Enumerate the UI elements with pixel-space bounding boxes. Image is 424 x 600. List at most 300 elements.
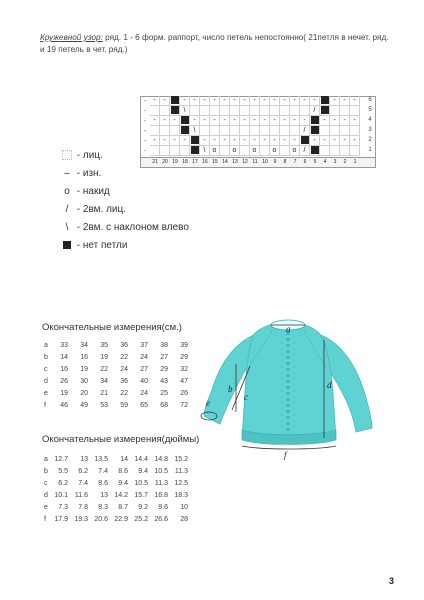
measurement-value: 49: [80, 402, 88, 409]
chart-cell: [350, 106, 360, 116]
chart-cell: /: [310, 106, 320, 116]
measurement-label: e: [44, 390, 48, 397]
measurement-value: 27: [140, 366, 148, 373]
row-marker-left: -: [144, 98, 146, 104]
legend-symbol: \: [65, 222, 69, 233]
measurement-label: e: [44, 504, 48, 511]
measurement-value: 26.6: [154, 516, 168, 523]
chart-cell: -: [220, 96, 230, 106]
measurement-value: 22: [100, 366, 108, 373]
chart-cell: [320, 146, 330, 156]
legend-symbol: [60, 150, 74, 161]
chart-cell: [280, 126, 290, 136]
column-number: 10: [262, 159, 268, 165]
chart-cell: [230, 126, 240, 136]
chart-cell: [240, 106, 250, 116]
chart-cell: [340, 106, 350, 116]
chart-cell: -: [290, 96, 300, 106]
measurement-label: d: [44, 378, 48, 385]
measurement-row: [44, 366, 204, 378]
chart-cell: o: [270, 146, 280, 156]
measurement-value: 72: [180, 402, 188, 409]
sweater-illustration: [196, 312, 386, 462]
measurement-value: 39: [180, 342, 188, 349]
chart-cell: [190, 146, 200, 156]
row-marker-left: -: [144, 108, 146, 114]
chart-cell: [220, 106, 230, 116]
pattern-description: [40, 32, 390, 56]
legend-item: [60, 168, 101, 182]
chart-cell: -: [300, 116, 310, 126]
chart-cell: -: [240, 136, 250, 146]
row-number: 1: [368, 147, 372, 153]
measurement-value: 19: [80, 366, 88, 373]
label-b: b: [228, 384, 233, 394]
column-number: 7: [293, 159, 297, 165]
chart-cell: [170, 106, 180, 116]
chart-cell: [280, 146, 290, 156]
chart-cell: o: [250, 146, 260, 156]
measurement-value: 13.5: [94, 456, 108, 463]
chart-cell: /: [300, 146, 310, 156]
measurement-row: [44, 516, 224, 528]
measurement-value: 20: [80, 390, 88, 397]
measurement-value: 25: [160, 390, 168, 397]
measurement-value: 47: [180, 378, 188, 385]
chart-cell: -: [230, 136, 240, 146]
chart-cell: [160, 126, 170, 136]
no-stitch-symbol: [191, 146, 199, 154]
chart-cell: -: [350, 96, 360, 106]
column-number: 18: [182, 159, 188, 165]
chart-cell: -: [250, 96, 260, 106]
no-stitch-symbol: [181, 116, 189, 124]
measurement-value: 14.2: [114, 492, 128, 499]
chart-cell: -: [260, 116, 270, 126]
measurement-label: f: [44, 402, 46, 409]
row-marker-left: -: [144, 148, 146, 154]
column-number: 1: [353, 159, 357, 165]
column-number: 20: [162, 159, 168, 165]
legend-symbol: [60, 240, 74, 251]
chart-cell: -: [330, 96, 340, 106]
label-f: f: [284, 450, 287, 460]
measurement-row: [44, 354, 204, 366]
measurement-value: 19: [100, 354, 108, 361]
measurement-label: f: [44, 516, 46, 523]
chart-cell: [310, 146, 320, 156]
chart-cell: \: [190, 126, 200, 136]
measurement-value: 10.1: [54, 492, 68, 499]
chart-cell: -: [190, 116, 200, 126]
chart-cell: \: [200, 146, 210, 156]
chart-cell: [150, 146, 160, 156]
column-number: 5: [313, 159, 317, 165]
chart-cell: [220, 146, 230, 156]
chart-cell: [230, 106, 240, 116]
pattern-label: Кружевной узор:: [40, 33, 103, 42]
measurement-row: [44, 480, 224, 492]
measurement-value: 7.4: [78, 480, 88, 487]
measurement-value: 22.9: [114, 516, 128, 523]
measurement-value: 24: [140, 354, 148, 361]
measurement-value: 8.3: [98, 504, 108, 511]
measurement-value: 20.6: [94, 516, 108, 523]
chart-cell: -: [330, 136, 340, 146]
chart-cell: [250, 106, 260, 116]
chart-cell: -: [160, 116, 170, 126]
chart-cell: -: [310, 136, 320, 146]
chart-cell: -: [340, 96, 350, 106]
chart-cell: [250, 126, 260, 136]
chart-cell: [270, 126, 280, 136]
chart-cell: [330, 126, 340, 136]
chart-cell: [180, 116, 190, 126]
chart-cell: -: [230, 116, 240, 126]
chart-cell: -: [260, 136, 270, 146]
row-number: 4: [368, 117, 372, 123]
measurements-in-title: Окончательные измерения(дюймы): [42, 434, 200, 445]
measurement-label: b: [44, 354, 48, 361]
chart-cell: -: [300, 96, 310, 106]
measurement-value: 6.2: [58, 480, 68, 487]
row-marker-left: -: [144, 138, 146, 144]
no-stitch-symbol: [311, 146, 319, 154]
measurement-value: 9.6: [158, 504, 168, 511]
measurement-value: 14.4: [134, 456, 148, 463]
chart-cell: -: [250, 116, 260, 126]
measurement-value: 19.3: [74, 516, 88, 523]
chart-cell: -: [180, 136, 190, 146]
measurement-value: 16.8: [154, 492, 168, 499]
chart-cell: [160, 106, 170, 116]
chart-cell: [180, 126, 190, 136]
measurement-value: 53: [100, 402, 108, 409]
measurement-value: 33: [60, 342, 68, 349]
chart-cell: -: [240, 116, 250, 126]
chart-cell: -: [170, 136, 180, 146]
measurement-value: 14: [120, 456, 128, 463]
legend-text: - лиц.: [74, 150, 103, 161]
measurement-value: 30: [80, 378, 88, 385]
measurement-value: 10.5: [154, 468, 168, 475]
chart-cell: [190, 106, 200, 116]
measurement-value: 27: [160, 354, 168, 361]
chart-cell: [180, 146, 190, 156]
column-number: 12: [242, 159, 248, 165]
measurement-value: 13: [80, 456, 88, 463]
measurement-value: 16: [80, 354, 88, 361]
label-c: c: [244, 392, 248, 402]
column-number: 2: [343, 159, 347, 165]
measurement-value: 11.3: [174, 468, 188, 475]
measurement-row: [44, 402, 204, 414]
measurement-value: 34: [80, 342, 88, 349]
measurement-row: [44, 492, 224, 504]
legend-item: [60, 222, 189, 236]
page-number: 3: [388, 576, 394, 586]
column-number: 17: [192, 159, 198, 165]
measurement-value: 12.7: [54, 456, 68, 463]
measurement-label: c: [44, 366, 48, 373]
measurement-value: 34: [100, 378, 108, 385]
measurement-value: 11.6: [74, 492, 88, 499]
chart-cell: -: [250, 136, 260, 146]
measurement-value: 65: [140, 402, 148, 409]
no-stitch-symbol: [321, 106, 329, 114]
row-number: 3: [368, 127, 372, 133]
chart-cell: -: [150, 96, 160, 106]
legend-item: [60, 204, 126, 218]
measurement-value: 40: [140, 378, 148, 385]
column-number: 14: [222, 159, 228, 165]
no-stitch-symbol: [171, 96, 179, 104]
measurement-value: 28: [180, 516, 188, 523]
no-stitch-symbol: [311, 126, 319, 134]
measurement-value: 7.3: [58, 504, 68, 511]
chart-cell: [330, 146, 340, 156]
chart-cell: o: [230, 146, 240, 156]
measurement-value: 14.8: [154, 456, 168, 463]
measurement-value: 12.5: [174, 480, 188, 487]
column-number: 6: [303, 159, 307, 165]
measurement-value: 35: [100, 342, 108, 349]
column-number: 4: [323, 159, 327, 165]
chart-cell: -: [230, 96, 240, 106]
chart-cell: -: [210, 136, 220, 146]
chart-cell: [220, 126, 230, 136]
chart-cell: -: [340, 116, 350, 126]
chart-cell: [150, 106, 160, 116]
measurements-in-table: [44, 456, 224, 536]
measurement-value: 24: [120, 366, 128, 373]
chart-cell: [260, 106, 270, 116]
measurement-value: 14: [60, 354, 68, 361]
chart-cell: [240, 126, 250, 136]
chart-cell: [340, 146, 350, 156]
measurement-value: 8.6: [98, 480, 108, 487]
measurement-value: 29: [160, 366, 168, 373]
measurement-value: 15.2: [174, 456, 188, 463]
chart-cell: [310, 116, 320, 126]
column-number: 19: [172, 159, 178, 165]
chart-cell: -: [170, 116, 180, 126]
chart-cell: [280, 106, 290, 116]
measurement-value: 26: [180, 390, 188, 397]
column-number: 9: [273, 159, 277, 165]
measurement-value: 9.4: [138, 468, 148, 475]
measurement-value: 29: [180, 354, 188, 361]
chart-cell: [150, 126, 160, 136]
legend-item: [60, 186, 110, 200]
row-number: 2: [368, 137, 372, 143]
legend-text: - нет петли: [74, 240, 128, 251]
measurement-value: 21: [100, 390, 108, 397]
measurement-value: 22: [120, 354, 128, 361]
measurement-value: 24: [140, 390, 148, 397]
chart-cell: -: [200, 96, 210, 106]
chart-cell: [170, 146, 180, 156]
no-stitch-symbol: [181, 126, 189, 134]
chart-cell: [240, 146, 250, 156]
pattern-text: ряд. 1 - 6 форм. раппорт, число петель непостоянно( 21петля в нечет. ряд. и 19 петель в чет. ряд.): [40, 33, 389, 54]
measurement-value: 38: [160, 342, 168, 349]
no-stitch-symbol: [171, 106, 179, 114]
chart-cell: [320, 96, 330, 106]
measurement-value: 7.4: [98, 468, 108, 475]
chart-cell: [260, 146, 270, 156]
chart-cell: [210, 106, 220, 116]
no-stitch-symbol: [321, 96, 329, 104]
chart-cell: [270, 106, 280, 116]
column-number: 15: [212, 159, 218, 165]
chart-cell: [170, 126, 180, 136]
measurement-value: 10.5: [134, 480, 148, 487]
chart-cell: -: [180, 96, 190, 106]
measurement-value: 8.7: [118, 504, 128, 511]
chart-cell: /: [300, 126, 310, 136]
chart-cell: -: [150, 136, 160, 146]
chart-cell: [300, 106, 310, 116]
measurement-value: 59: [120, 402, 128, 409]
measurement-value: 13: [100, 492, 108, 499]
chart-cell: -: [200, 136, 210, 146]
no-stitch-symbol: [311, 116, 319, 124]
chart-cell: o: [210, 146, 220, 156]
column-number: 8: [283, 159, 287, 165]
chart-cell: -: [330, 116, 340, 126]
chart-cell: -: [280, 116, 290, 126]
row-marker-left: -: [144, 118, 146, 124]
measurement-value: 11.3: [154, 480, 168, 487]
measurement-label: d: [44, 492, 48, 499]
chart-cell: [330, 106, 340, 116]
label-a: a: [286, 324, 291, 334]
label-d: d: [327, 380, 332, 390]
measurements-cm-table: [44, 342, 204, 422]
measurement-value: 43: [160, 378, 168, 385]
no-stitch-symbol: [301, 136, 309, 144]
measurement-row: [44, 378, 204, 390]
measurement-value: 7.8: [78, 504, 88, 511]
chart-cell: -: [190, 96, 200, 106]
measurement-value: 26: [60, 378, 68, 385]
legend-item: [60, 150, 103, 164]
sweater-body: [204, 320, 372, 445]
chart-cell: -: [260, 96, 270, 106]
chart-cell: -: [280, 136, 290, 146]
measurement-value: 10: [180, 504, 188, 511]
legend-symbol: o: [64, 186, 70, 197]
label-e: e: [206, 398, 210, 408]
chart-cell: -: [210, 116, 220, 126]
chart-cell: [200, 106, 210, 116]
chart-cell: -: [350, 116, 360, 126]
chart-cell: -: [270, 136, 280, 146]
row-number: 6: [368, 97, 372, 103]
measurement-value: 8.6: [118, 468, 128, 475]
column-number: 21: [152, 159, 158, 165]
measurement-row: [44, 390, 204, 402]
chart-cell: [320, 106, 330, 116]
measurement-label: c: [44, 480, 48, 487]
measurement-value: 19: [60, 390, 68, 397]
legend-text: - 2вм. лиц.: [74, 204, 127, 215]
chart-cell: [290, 126, 300, 136]
column-number: 16: [202, 159, 208, 165]
chart-cell: -: [280, 96, 290, 106]
chart-cell: -: [150, 116, 160, 126]
measurement-value: 17.9: [54, 516, 68, 523]
column-number: 3: [333, 159, 337, 165]
measurement-label: b: [44, 468, 48, 475]
legend-text: - 2вм. с наклоном влево: [74, 222, 189, 233]
legend-symbol: /: [65, 204, 69, 215]
chart-cell: [210, 126, 220, 136]
measurement-label: a: [44, 342, 48, 349]
measurement-value: 32: [180, 366, 188, 373]
legend-text: - изн.: [74, 168, 102, 179]
measurement-label: a: [44, 456, 48, 463]
legend-text: - накид: [74, 186, 110, 197]
measurement-value: 9.2: [138, 504, 148, 511]
measurement-value: 18.3: [174, 492, 188, 499]
chart-cell: [290, 106, 300, 116]
measurement-row: [44, 342, 204, 354]
measurements-cm-title: Окончательные измерения(см.): [42, 322, 182, 333]
measurement-value: 36: [120, 378, 128, 385]
chart-cell: [260, 126, 270, 136]
measurement-value: 15.7: [134, 492, 148, 499]
chart-cell: [190, 136, 200, 146]
chart-cell: -: [270, 116, 280, 126]
chart-cell: [170, 96, 180, 106]
chart-cell: -: [210, 96, 220, 106]
row-marker-left: -: [144, 128, 146, 134]
measurement-row: [44, 468, 224, 480]
chart-cell: [320, 126, 330, 136]
measurement-value: 22: [120, 390, 128, 397]
legend-symbol: –: [64, 168, 70, 179]
chart-cell: -: [290, 136, 300, 146]
chart-cell: \: [180, 106, 190, 116]
chart-cell: [300, 136, 310, 146]
chart-cell: -: [200, 116, 210, 126]
chart-cell: -: [220, 116, 230, 126]
chart-cell: -: [240, 96, 250, 106]
chart-cell: [340, 126, 350, 136]
measurement-value: 5.5: [58, 468, 68, 475]
chart-cell: -: [160, 96, 170, 106]
chart-cell: -: [310, 96, 320, 106]
chart-cell: [200, 126, 210, 136]
chart-cell: -: [270, 96, 280, 106]
chart-cell: -: [340, 136, 350, 146]
column-number: 13: [232, 159, 238, 165]
chart-cell: [350, 146, 360, 156]
measurement-value: 25.2: [134, 516, 148, 523]
column-number: 11: [252, 159, 258, 165]
measurement-value: 6.2: [78, 468, 88, 475]
no-stitch-symbol: [191, 136, 199, 144]
chart-cell: -: [160, 136, 170, 146]
measurement-value: 37: [140, 342, 148, 349]
row-number: 5: [368, 107, 372, 113]
chart-cell: [160, 146, 170, 156]
legend-item: [60, 240, 127, 254]
chart-cell: [350, 126, 360, 136]
chart-cell: -: [220, 136, 230, 146]
